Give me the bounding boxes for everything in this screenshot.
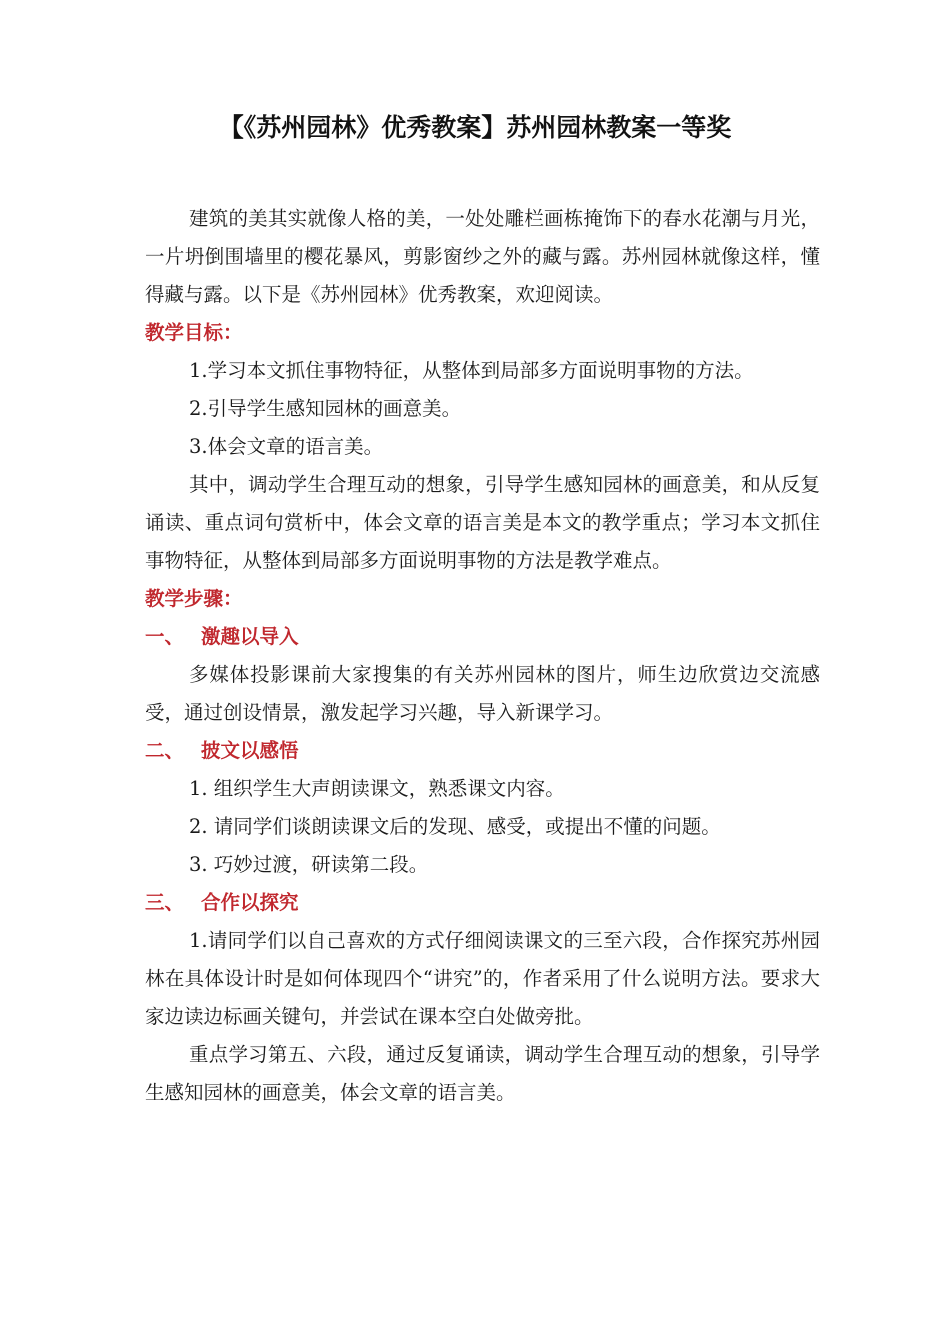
step2-item: 2. 请同学们谈朗读课文后的发现、感受，或提出不懂的问题。	[189, 815, 721, 838]
step3-number: 三、	[145, 891, 185, 914]
goal-item: 2.引导学生感知园林的画意美。	[189, 397, 462, 420]
step2-number: 二、	[145, 739, 185, 762]
goal-item: 1.学习本文抓住事物特征，从整体到局部多方面说明事物的方法。	[189, 359, 754, 382]
document-body	[145, 200, 820, 1112]
document-title: 【《苏州园林》优秀教案】苏州园林教案一等奖	[218, 113, 732, 142]
step2-heading	[145, 732, 820, 770]
step3-paragraph: 1.请同学们以自己喜欢的方式仔细阅读课文的三至六段，合作探究苏州园林在具体设计时是如何体现四个“讲究”的，作者采用了什么说明方法。要求大家边读边标画关键句，并尝试在课本空白处做旁批。	[145, 929, 820, 1028]
step3-title: 合作以探究	[201, 891, 299, 914]
intro-paragraph: 建筑的美其实就像人格的美，一处处雕栏画栋掩饰下的春水花潮与月光，一片坍倒围墙里的樱花暴风，剪影窗纱之外的藏与露。苏州园林就像这样，懂得藏与露。以下是《苏州园林》优秀教案，欢迎阅读。	[145, 207, 820, 306]
focus-paragraph: 其中，调动学生合理互动的想象，引导学生感知园林的画意美，和从反复诵读、重点词句赏析中，体会文章的语言美是本文的教学重点；学习本文抓住事物特征，从整体到局部多方面说明事物的方法是教学难点。	[145, 473, 820, 572]
step2-title: 披文以感悟	[201, 739, 299, 762]
step3-paragraph: 重点学习第五、六段，通过反复诵读，调动学生合理互动的想象，引导学生感知园林的画意美，体会文章的语言美。	[145, 1043, 820, 1104]
step2-item: 1. 组织学生大声朗读课文，熟悉课文内容。	[189, 777, 565, 800]
step1-number: 一、	[145, 625, 185, 648]
step2-item: 3. 巧妙过渡，研读第二段。	[189, 853, 429, 876]
goals-heading: 教学目标：	[145, 321, 243, 344]
step3-heading	[145, 884, 820, 922]
step1-paragraph: 多媒体投影课前大家搜集的有关苏州园林的图片，师生边欣赏边交流感受，通过创设情景，激发起学习兴趣，导入新课学习。	[145, 663, 820, 724]
steps-heading: 教学步骤：	[145, 587, 243, 610]
step1-title: 激趣以导入	[201, 625, 299, 648]
goal-item: 3.体会文章的语言美。	[189, 435, 384, 458]
step1-heading	[145, 618, 820, 656]
